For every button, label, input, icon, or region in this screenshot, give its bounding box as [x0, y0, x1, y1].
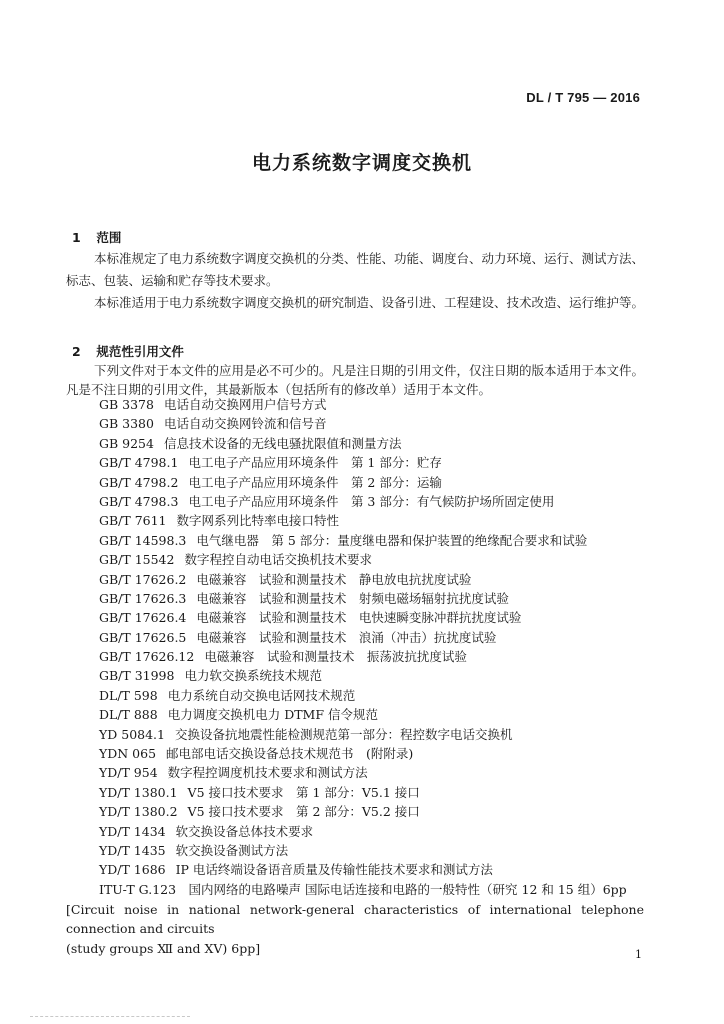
reference-item — [99, 492, 659, 511]
reference-title: 电工电子产品应用环境条件 第 2 部分：运输 — [188, 474, 442, 490]
reference-code: YD/T 954 — [99, 765, 158, 781]
reference-code: GB/T 4798.1 — [99, 455, 179, 471]
reference-code: GB/T 17626.12 — [99, 649, 195, 665]
reference-item — [99, 822, 659, 841]
reference-title: 电话自动交换网铃流和信号音 — [163, 416, 327, 432]
itu-reference-line-3: (study groups Ⅻ and XV) 6pp] — [66, 940, 261, 956]
reference-code: DL/T 598 — [99, 687, 158, 703]
reference-item — [99, 531, 659, 550]
reference-title: 邮电部电话交换设备总技术规范书 (附附录) — [166, 746, 414, 762]
reference-item — [99, 414, 659, 433]
reference-title: 电话自动交换网用户信号方式 — [163, 397, 327, 412]
reference-code: YDN 065 — [99, 746, 157, 762]
reference-code: YD/T 1380.1 — [99, 784, 178, 800]
reference-code: GB/T 17626.5 — [99, 629, 187, 645]
scan-edge-mark — [30, 1016, 190, 1017]
standard-code: DL / T 795 — 2016 — [526, 90, 640, 105]
section-2-heading — [72, 342, 184, 360]
section-1-title: 范围 — [96, 230, 122, 245]
reference-code: GB/T 7611 — [99, 513, 167, 529]
reference-item — [99, 860, 659, 879]
reference-title: V5 接口技术要求 第 1 部分：V5.1 接口 — [187, 784, 420, 800]
reference-title: 电磁兼容 试验和测量技术 振荡波抗扰度试验 — [204, 649, 467, 665]
reference-item — [99, 763, 659, 782]
reference-code: GB/T 15542 — [99, 552, 175, 568]
scope-paragraph-1: 本标准规定了电力系统数字调度交换机的分类、性能、功能、调度台、动力环境、运行、测试方法、标志、包装、运输和贮存等技术要求。 — [66, 251, 645, 288]
reference-code: GB/T 31998 — [99, 668, 175, 684]
document-title: 电力系统数字调度交换机 — [251, 152, 472, 174]
reference-title: 交换设备抗地震性能检测规范第一部分：程控数字电话交换机 — [175, 726, 513, 742]
reference-item — [99, 550, 659, 569]
itu-reference-line-1: ITU-T G.123 国内网络的电路噪声 国际电话连接和电路的一般特性（研究 12 和 15 组）6pp — [99, 882, 627, 897]
reference-list — [99, 395, 659, 880]
reference-item — [99, 511, 659, 530]
reference-code: GB 3380 — [99, 416, 154, 432]
reference-title: 电气继电器 第 5 部分：量度继电器和保护装置的绝缘配合要求和试验 — [196, 532, 588, 548]
reference-item — [99, 434, 659, 453]
reference-title: 电磁兼容 试验和测量技术 电快速瞬变脉冲群抗扰度试验 — [196, 610, 522, 626]
reference-item — [99, 453, 659, 472]
section-1-number: 1 — [72, 230, 81, 245]
reference-item — [99, 473, 659, 492]
references-intro: 下列文件对于本文件的应用是必不可少的。凡是注日期的引用文件，仅注日期的版本适用于本文件。凡是不注日期的引用文件，其最新版本（包括所有的修改单）适用于本文件。 — [66, 363, 645, 397]
reference-code: GB/T 17626.2 — [99, 571, 187, 587]
reference-title: 电力系统自动交换电话网技术规范 — [167, 687, 356, 703]
reference-title: IP 电话终端设备语音质量及传输性能技术要求和测试方法 — [175, 862, 493, 878]
reference-code: GB/T 4798.3 — [99, 493, 179, 509]
reference-item — [99, 570, 659, 589]
reference-title: 软交换设备测试方法 — [175, 842, 289, 858]
reference-item — [99, 744, 659, 763]
reference-code: YD/T 1686 — [99, 862, 166, 878]
reference-code: YD/T 1434 — [99, 823, 166, 839]
reference-item — [99, 841, 659, 860]
reference-code: GB/T 14598.3 — [99, 532, 187, 548]
reference-title: 数字网系列比特率电接口特性 — [176, 513, 340, 529]
section-2-number: 2 — [72, 344, 81, 359]
reference-title: V5 接口技术要求 第 2 部分：V5.2 接口 — [187, 804, 420, 820]
reference-code: YD/T 1380.2 — [99, 804, 178, 820]
page-number: 1 — [635, 948, 642, 961]
section-2-title: 规范性引用文件 — [96, 344, 184, 359]
reference-code: YD 5084.1 — [99, 726, 165, 742]
reference-title: 电力调度交换机电力 DTMF 信令规范 — [167, 707, 378, 723]
reference-item — [99, 686, 659, 705]
reference-title: 电工电子产品应用环境条件 第 1 部分：贮存 — [188, 455, 442, 471]
reference-title: 数字程控自动电话交换机技术要求 — [184, 552, 372, 568]
reference-code: GB/T 17626.3 — [99, 590, 187, 606]
reference-item — [99, 705, 659, 724]
reference-title: 软交换设备总体技术要求 — [175, 823, 314, 839]
itu-reference — [66, 880, 644, 958]
reference-title: 电磁兼容 试验和测量技术 静电放电抗扰度试验 — [196, 571, 472, 587]
section-1-heading — [72, 228, 121, 246]
scope-paragraph-2: 本标准适用于电力系统数字调度交换机的研究制造、设备引进、工程建设、技术改造、运行维护等。 — [94, 295, 645, 310]
reference-item — [99, 783, 659, 802]
reference-code: GB/T 4798.2 — [99, 474, 179, 490]
reference-title: 电工电子产品应用环境条件 第 3 部分：有气候防护场所固定使用 — [188, 493, 555, 509]
reference-code: GB 3378 — [99, 397, 154, 412]
reference-title: 数字程控调度机技术要求和测试方法 — [167, 765, 368, 781]
reference-title: 电磁兼容 试验和测量技术 浪涌（冲击）抗扰度试验 — [196, 629, 497, 645]
reference-code: GB 9254 — [99, 435, 154, 451]
reference-item — [99, 666, 659, 685]
reference-item — [99, 589, 659, 608]
reference-code: YD/T 1435 — [99, 842, 166, 858]
reference-item — [99, 725, 659, 744]
reference-code: DL/T 888 — [99, 707, 158, 723]
reference-item — [99, 647, 659, 666]
reference-item — [99, 802, 659, 821]
reference-title: 信息技术设备的无线电骚扰限值和测量方法 — [163, 435, 402, 451]
reference-title: 电磁兼容 试验和测量技术 射频电磁场辐射抗扰度试验 — [196, 590, 509, 606]
reference-item — [99, 395, 659, 414]
reference-code: GB/T 17626.4 — [99, 610, 187, 626]
reference-title: 电力软交换系统技术规范 — [184, 668, 322, 684]
reference-item — [99, 608, 659, 627]
itu-reference-line-2: [Circuit noise in national network-general characteristics of international telephone connection and circuits — [66, 901, 644, 936]
reference-item — [99, 628, 659, 647]
